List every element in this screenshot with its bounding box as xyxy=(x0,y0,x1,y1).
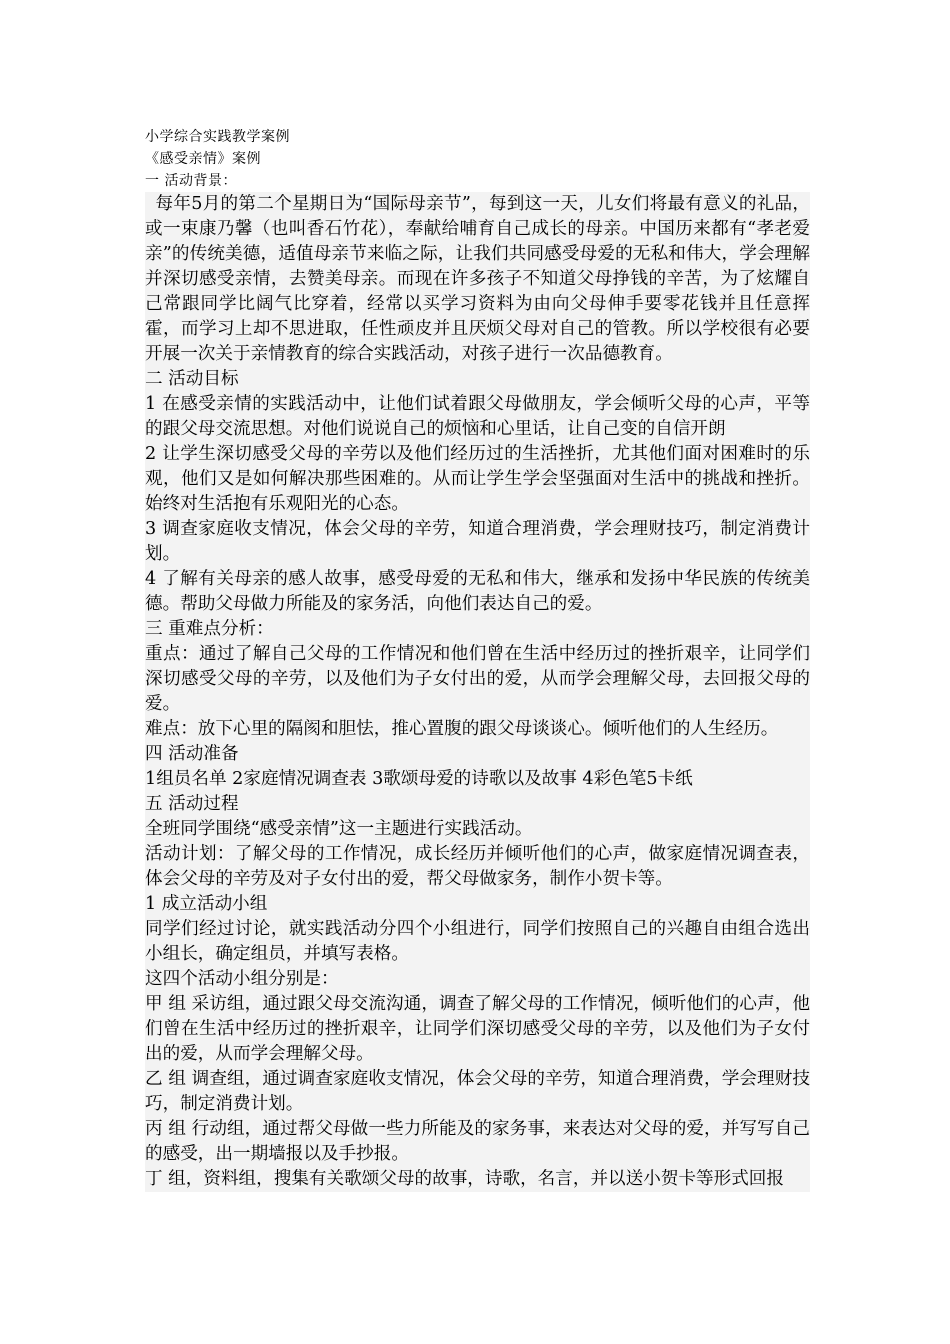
document-title: 小学综合实践教学案例 xyxy=(145,129,290,145)
preparation-list: 1组员名单 2家庭情况调查表 3歌颂母爱的诗歌以及故事 4彩色笔5卡纸 xyxy=(145,767,810,792)
difficulty-paragraph: 难点：放下心里的隔阂和胆怯，推心置腹的跟父母谈谈心。倾听他们的人生经历。 xyxy=(145,717,810,742)
document-body xyxy=(145,126,810,1192)
document-subtitle: 《感受亲情》案例 xyxy=(145,151,261,167)
group-a: 甲 组 采访组，通过跟父母交流沟通，调查了解父母的工作情况，倾听他们的心声，他们曾在生活中经历过的挫折艰辛，让同学们深切感受父母的辛劳，以及他们为子女付出的爱，从而学会理解父母。 xyxy=(145,992,810,1067)
key-point-paragraph: 重点：通过了解自己父母的工作情况和他们曾在生活中经历过的挫折艰辛，让同学们深切感受父母的辛劳，以及他们为子女付出的爱，从而学会理解父母，去回报父母的爱。 xyxy=(145,642,810,717)
goal-item-1: 1 在感受亲情的实践活动中，让他们试着跟父母做朋友，学会倾听父母的心声，平等的跟父母交流思想。对他们说说自己的烦恼和心里话，让自己变的自信开朗 xyxy=(145,392,810,442)
section-heading-goals: 二 活动目标 xyxy=(145,367,810,392)
step-1-text: 同学们经过讨论，就实践活动分四个小组进行，同学们按照自己的兴趣自由组合选出小组长，确定组员，并填写表格。 xyxy=(145,917,810,967)
step-heading-1: 1 成立活动小组 xyxy=(145,892,810,917)
goal-item-4: 4 了解有关母亲的感人故事，感受母爱的无私和伟大，继承和发扬中华民族的传统美德。帮助父母做力所能及的家务活，向他们表达自己的爱。 xyxy=(145,567,810,617)
activity-plan: 活动计划：了解父母的工作情况，成长经历并倾听他们的心声，做家庭情况调查表，体会父母的辛劳及对子女付出的爱，帮父母做家务，制作小贺卡等。 xyxy=(145,842,810,892)
background-paragraph: 每年5月的第二个星期日为“国际母亲节”，每到这一天，儿女们将最有意义的礼品，或一束康乃馨（也叫香石竹花），奉献给哺育自己成长的母亲。中国历来都有“孝老爱亲”的传统美德，适值母亲节来临之际，让我们共同感受母爱的无私和伟大，学会理解并深切感受亲情，去赞美母亲。而现在许多孩子不知道父母挣钱的辛苦，为了炫耀自己常跟同学比阔气比穿着，经常以买学习资料为由向父母伸手要零花钱并且任意挥霍，而学习上却不思进取，任性顽皮并且厌烦父母对自己的管教。所以学校很有必要开展一次关于亲情教育的综合实践活动，对孩子进行一次品德教育。 xyxy=(145,192,810,367)
section-heading-preparation: 四 活动准备 xyxy=(145,742,810,767)
section-heading-process: 五 活动过程 xyxy=(145,792,810,817)
goal-item-3: 3 调查家庭收支情况，体会父母的辛劳，知道合理消费，学会理财技巧，制定消费计划。 xyxy=(145,517,810,567)
group-d: 丁 组，资料组，搜集有关歌颂父母的故事，诗歌，名言，并以送小贺卡等形式回报 xyxy=(145,1167,810,1192)
section-heading-analysis: 三 重难点分析： xyxy=(145,617,810,642)
group-b: 乙 组 调查组，通过调查家庭收支情况，体会父母的辛劳，知道合理消费，学会理财技巧，制定消费计划。 xyxy=(145,1067,810,1117)
section-heading-background: 一 活动背景： xyxy=(145,173,237,189)
goal-item-2: 2 让学生深切感受父母的辛劳以及他们经历过的生活挫折，尤其他们面对困难时的乐观，他们又是如何解决那些困难的。从而让学生学会坚强面对生活中的挑战和挫折。始终对生活抱有乐观阳光的心态。 xyxy=(145,442,810,517)
group-c: 丙 组 行动组，通过帮父母做一些力所能及的家务事，来表达对父母的爱，并写写自己的感受，出一期墙报以及手抄报。 xyxy=(145,1117,810,1167)
process-intro: 全班同学围绕“感受亲情”这一主题进行实践活动。 xyxy=(145,817,810,842)
groups-intro: 这四个活动小组分别是： xyxy=(145,967,810,992)
